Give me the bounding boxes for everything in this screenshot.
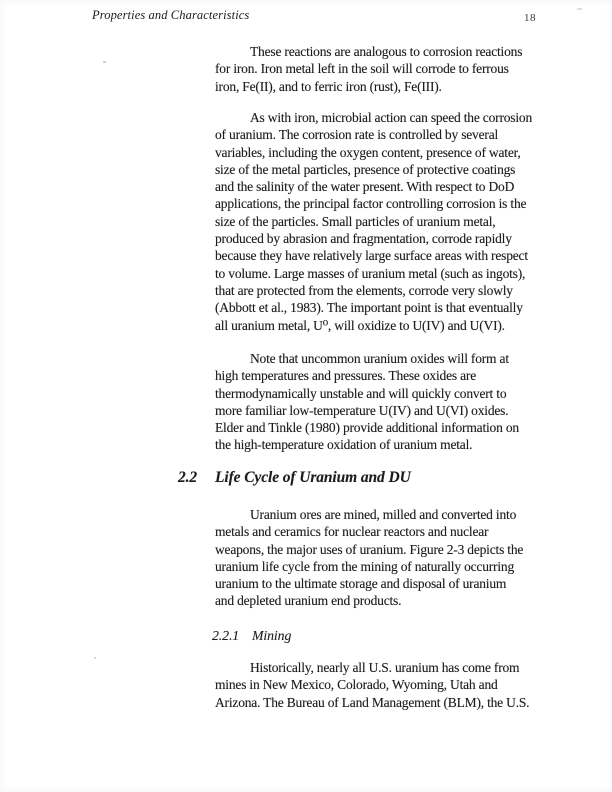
section-heading-2-2 (178, 469, 411, 487)
paragraph-uncommon-oxides: Note that uncommon uranium oxides will form at high temperatures and pressures. These oxides are thermodynamically unstable and will quickly convert to more familiar low-temperature U(IV) and U(VI) oxides. Elder and Tinkle (1980) provide additional information on the high-temperature oxidation of uranium metal. (215, 351, 519, 453)
paragraph-uranium-corrosion-rate: As with iron, microbial action can speed the corrosion of uranium. The corrosion rate is controlled by several variables, including the oxygen content, presence of water, size of the metal particles, presence of protective coatings and the salinity of the water present. With respect to DoD applications, the principal factor controlling corrosion is the size of the particles. Small particles of uranium metal, produced by abrasion and fragmentation, corrode rapidly because they have relatively large surface areas with respect to volume. Large masses of uranium metal (such as ingots), that are protected from the elements, corrode very slowly (Abbott et al., 1983). The important point is that eventually all uranium metal, U⁰, will oxidize to U(IV) and U(VI). (215, 110, 532, 333)
scan-speck (103, 61, 106, 63)
subsection-title: Mining (252, 628, 292, 643)
paragraph-iron-corrosion-analogy: These reactions are analogous to corrosion reactions for iron. Iron metal left in the soil will corrode to ferrous iron, Fe(II), and to ferric iron (rust), Fe(III). (215, 44, 523, 94)
scan-speck (94, 657, 96, 659)
page-number: 18 (524, 12, 536, 24)
section-title: Life Cycle of Uranium and DU (215, 469, 411, 486)
scan-speck (577, 8, 582, 10)
subsection-heading-2-2-1 (212, 628, 291, 644)
running-header-title: Properties and Characteristics (92, 8, 250, 22)
paragraph-mining-history: Historically, nearly all U.S. uranium has come from mines in New Mexico, Colorado, Wyoming, Utah and Arizona. The Bureau of Land Management (BLM), the U.S. (215, 660, 530, 710)
subsection-number: 2.2.1 (212, 628, 240, 643)
paragraph-uranium-life-cycle: Uranium ores are mined, milled and converted into metals and ceramics for nuclear reactors and nuclear weapons, the major uses of uranium. Figure 2-3 depicts the uranium life cycle from the mining of naturally occurring uranium to the ultimate storage and disposal of uranium and depleted uranium end products. (215, 507, 524, 609)
section-number: 2.2 (178, 469, 198, 486)
